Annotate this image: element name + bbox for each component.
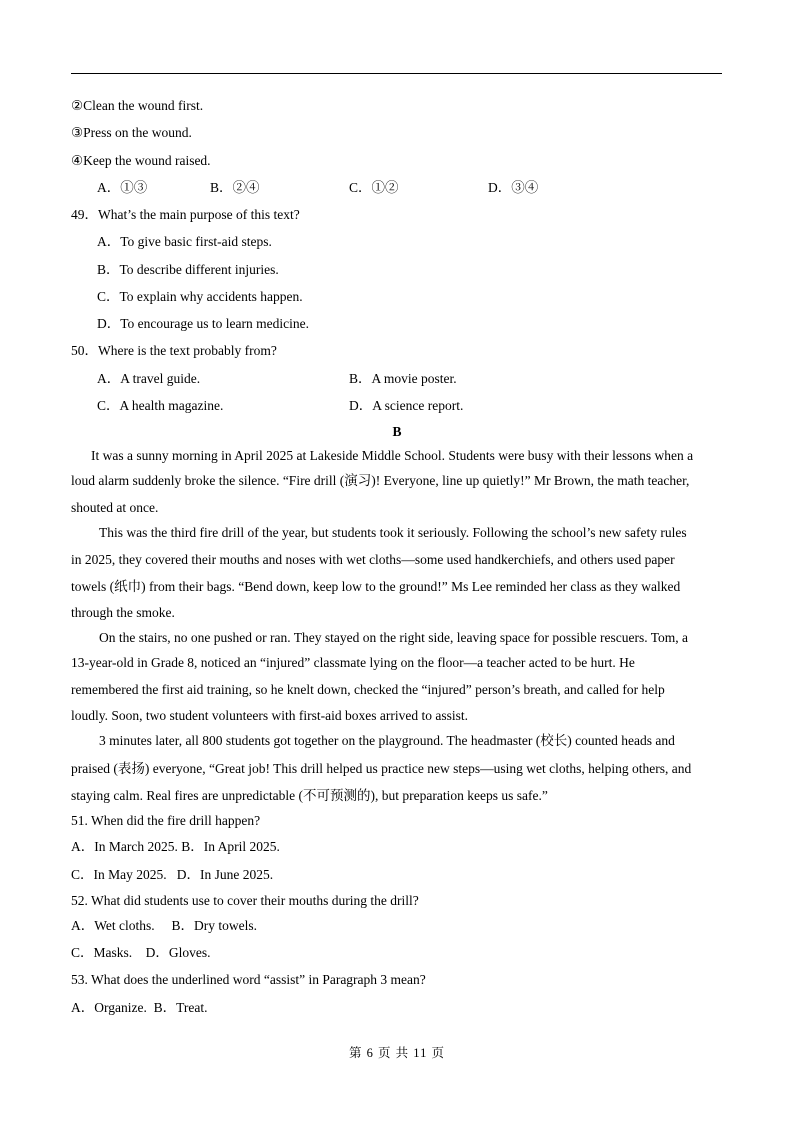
q49-option-c: C．To explain why accidents happen. bbox=[97, 289, 303, 304]
q49-stem: 49．What’s the main purpose of this text? bbox=[71, 207, 300, 222]
para2-line2: in 2025, they covered their mouths and noses with wet cloths—some used handkerchiefs, and others used paper bbox=[71, 552, 675, 567]
para2-line3: towels (纸巾) from their bags. “Bend down, keep low to the ground!” Ms Lee reminded her class as they walked bbox=[71, 579, 681, 594]
para4-line2: praised (表扬) everyone, “Great job! This drill helped us practice new steps—using wet cloths, helping others, and bbox=[71, 761, 692, 776]
para3-line2: 13-year-old in Grade 8, noticed an “injured” classmate lying on the floor—a teacher acted to be hurt. He bbox=[71, 655, 635, 670]
q50-stem: 50．Where is the text probably from? bbox=[71, 343, 277, 358]
para3-line1: On the stairs, no one pushed or ran. They stayed on the right side, leaving space for possible rescuers. Tom, a bbox=[99, 630, 689, 645]
q48-option-d: D．③④ bbox=[488, 180, 539, 195]
q51-options-line1: A．In March 2025. B．In April 2025. bbox=[71, 839, 280, 854]
q53-stem: 53. What does the underlined word “assist” in Paragraph 3 mean? bbox=[71, 972, 426, 987]
item-4: ④Keep the wound raised. bbox=[71, 153, 211, 168]
q49-option-a: A．To give basic first-aid steps. bbox=[97, 234, 272, 249]
q48-option-c: C．①② bbox=[349, 180, 399, 195]
para1-line3: shouted at once. bbox=[71, 500, 159, 515]
q48-option-b: B．②④ bbox=[210, 180, 260, 195]
para1-line1: It was a sunny morning in April 2025 at Lakeside Middle School. Students were busy with their lessons when a bbox=[91, 448, 694, 463]
para4-line3: staying calm. Real fires are unpredictable (不可预测的), but preparation keeps us safe.” bbox=[71, 788, 548, 803]
q49-option-d: D．To encourage us to learn medicine. bbox=[97, 316, 309, 331]
q51-options-line2: C．In May 2025. D．In June 2025. bbox=[71, 867, 274, 882]
para3-line4: loudly. Soon, two student volunteers with first-aid boxes arrived to assist. bbox=[71, 708, 468, 723]
section-b-heading: B bbox=[392, 424, 402, 439]
q50-option-c: C．A health magazine. bbox=[97, 398, 224, 413]
para2-line4: through the smoke. bbox=[71, 605, 175, 620]
para4-line1: 3 minutes later, all 800 students got together on the playground. The headmaster (校长) counted heads and bbox=[99, 733, 675, 748]
q52-options-line1: A．Wet cloths. B．Dry towels. bbox=[71, 918, 258, 933]
q50-option-a: A．A travel guide. bbox=[97, 371, 201, 386]
para3-line3: remembered the first aid training, so he knelt down, checked the “injured” person’s breath, and called for help bbox=[71, 682, 665, 697]
para1-line2: loud alarm suddenly broke the silence. “Fire drill (演习)! Everyone, line up quietly!” Mr Brown, the math teacher, bbox=[71, 473, 690, 488]
item-3: ③Press on the wound. bbox=[71, 125, 192, 140]
para2-line1: This was the third fire drill of the year, but students took it seriously. Following the school’s new safety rules bbox=[99, 525, 687, 540]
header-rule bbox=[71, 73, 722, 74]
q53-options-line1: A．Organize. B．Treat. bbox=[71, 1000, 208, 1015]
q52-stem: 52. What did students use to cover their mouths during the drill? bbox=[71, 893, 419, 908]
q48-option-a: A．①③ bbox=[97, 180, 148, 195]
q52-options-line2: C．Masks. D．Gloves. bbox=[71, 945, 211, 960]
item-2: ②Clean the wound first. bbox=[71, 98, 204, 113]
q50-option-d: D．A science report. bbox=[349, 398, 464, 413]
q51-stem: 51. When did the fire drill happen? bbox=[71, 813, 261, 828]
q49-option-b: B．To describe different injuries. bbox=[97, 262, 279, 277]
page-footer: 第 6 页 共 11 页 bbox=[349, 1046, 445, 1060]
q50-option-b: B．A movie poster. bbox=[349, 371, 457, 386]
